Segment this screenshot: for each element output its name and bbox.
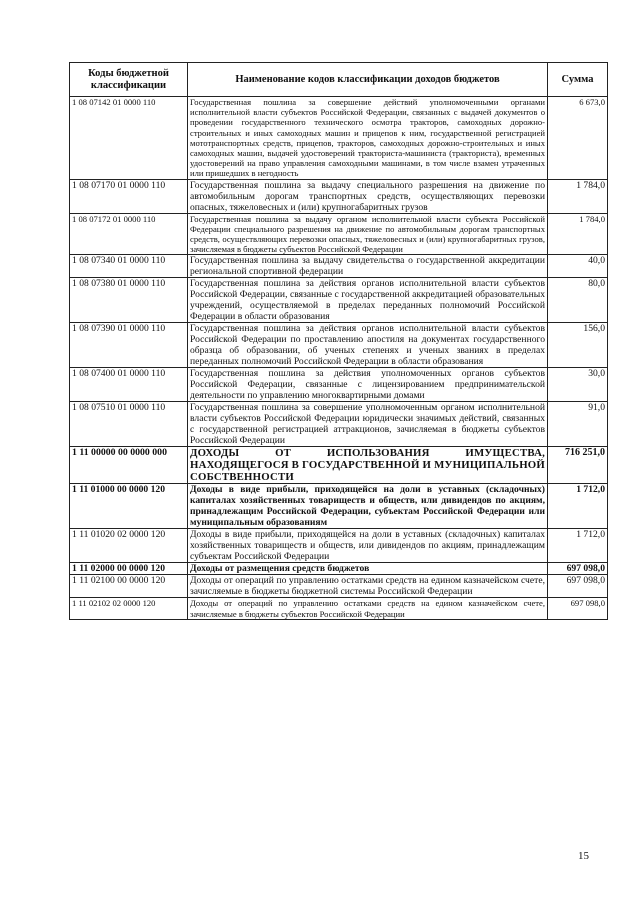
row-name: Государственная пошлина за действия уполномоченных органов субъектов Российской Федерации, связанные с лицензированием предпринимательской деятельности по управлению многоквартирными домами [188, 368, 548, 402]
table-header-row [70, 63, 608, 97]
table-row [70, 575, 608, 598]
row-code: 1 08 07340 01 0000 110 [70, 255, 188, 278]
row-name: ДОХОДЫ ОТ ИСПОЛЬЗОВАНИЯ ИМУЩЕСТВА, НАХОДЯЩЕГОСЯ В ГОСУДАРСТВЕННОЙ И МУНИЦИПАЛЬНОЙ СОБСТВЕННОСТИ [188, 447, 548, 484]
row-name: Государственная пошлина за совершение уполномоченным органом исполнительной власти субъектов Российской Федерации юридически значимых действий, связанных с государственной регистрацией аттракционов, зачисляемая в бюджеты субъектов Российской Федерации [188, 402, 548, 447]
row-code: 1 11 01020 02 0000 120 [70, 529, 188, 563]
row-name: Государственная пошлина за выдачу специального разрешения на движение по автомобильным дорогам транспортных средств, осуществляющих перевозки опасных, тяжеловесных и (или) крупногабаритных грузов [188, 179, 548, 213]
row-code: 1 11 02100 00 0000 120 [70, 575, 188, 598]
row-sum: 1 784,0 [548, 179, 608, 213]
row-sum: 697 098,0 [548, 575, 608, 598]
table-row-subtotal [70, 563, 608, 575]
row-code: 1 08 07172 01 0000 110 [70, 213, 188, 255]
row-name: Государственная пошлина за действия органов исполнительной власти субъектов Российской Федерации по проставлению апостиля на документах государственного образца об образовании, об ученых степенях и ученых званиях в пределах переданных полномочий Российской Федерации в области образования [188, 323, 548, 368]
row-name: Доходы от операций по управлению остатками средств на едином казначейском счете, зачисляемые в бюджеты субъектов Российской Федерации [188, 598, 548, 619]
header-sum: Сумма [548, 63, 608, 97]
table-row [70, 323, 608, 368]
row-sum: 1 712,0 [548, 484, 608, 529]
row-sum: 40,0 [548, 255, 608, 278]
table-row [70, 278, 608, 323]
row-sum: 1 784,0 [548, 213, 608, 255]
row-code: 1 11 02000 00 0000 120 [70, 563, 188, 575]
row-name: Доходы от размещения средств бюджетов [188, 563, 548, 575]
row-name: Государственная пошлина за действия органов исполнительной власти субъектов Российской Федерации, связанные с государственной аккредитацией образовательных учреждений, осуществляемой в пределах переданных полномочий Российской Федерации в области образования [188, 278, 548, 323]
row-code: 1 08 07390 01 0000 110 [70, 323, 188, 368]
budget-table [69, 62, 608, 620]
row-code: 1 08 07142 01 0000 110 [70, 97, 188, 180]
table-row [70, 368, 608, 402]
row-sum: 1 712,0 [548, 529, 608, 563]
row-name: Государственная пошлина за совершение действий уполномоченными органами исполнительной власти субъектов Российской Федерации, связанных с выдачей документов о проведении государственного технического осмотра тракторов, самоходных дорожно-строительных и иных самоходных машин и прицепов к ним, государственной регистрацией мототранспортных средств, прицепов, тракторов, самоходных дорожно-строительных и иных самоходных машин, выдачей удостоверений тракториста-машиниста (тракториста), временных удостоверений на право управления самоходными машинами, в том числе взамен утраченных или пришедших в негодность [188, 97, 548, 180]
table-row [70, 529, 608, 563]
row-code: 1 11 02102 02 0000 120 [70, 598, 188, 619]
row-sum: 697 098,0 [548, 563, 608, 575]
row-name: Доходы в виде прибыли, приходящейся на доли в уставных (складочных) капиталах хозяйственных товариществ и обществ, или дивидендов по акциям, принадлежащим субъектам Российской Федерации [188, 529, 548, 563]
table-row [70, 213, 608, 255]
row-sum: 697 098,0 [548, 598, 608, 619]
row-sum: 6 673,0 [548, 97, 608, 180]
row-sum: 91,0 [548, 402, 608, 447]
row-name: Государственная пошлина за выдачу свидетельства о государственной аккредитации региональной спортивной федерации [188, 255, 548, 278]
row-code: 1 11 00000 00 0000 000 [70, 447, 188, 484]
table-row [70, 255, 608, 278]
row-sum: 80,0 [548, 278, 608, 323]
table-row [70, 598, 608, 619]
row-name: Государственная пошлина за выдачу органом исполнительной власти субъекта Российской Федерации специального разрешения на движение по автомобильным дорогам транспортных средств, осуществляющих перевозки опасных, тяжеловесных и (или) крупногабаритных грузов, зачисляемая в бюджеты субъектов Российской Федерации [188, 213, 548, 255]
row-sum: 30,0 [548, 368, 608, 402]
row-sum: 156,0 [548, 323, 608, 368]
row-code: 1 08 07380 01 0000 110 [70, 278, 188, 323]
table-row [70, 179, 608, 213]
table-row-subtotal [70, 484, 608, 529]
row-sum: 716 251,0 [548, 447, 608, 484]
table-row [70, 97, 608, 180]
table-row-section-total [70, 447, 608, 484]
page-number: 15 [578, 850, 589, 862]
table-row [70, 402, 608, 447]
row-code: 1 08 07510 01 0000 110 [70, 402, 188, 447]
row-code: 1 08 07170 01 0000 110 [70, 179, 188, 213]
row-code: 1 08 07400 01 0000 110 [70, 368, 188, 402]
header-codes: Коды бюджетной классификации [70, 63, 188, 97]
row-name: Доходы в виде прибыли, приходящейся на доли в уставных (складочных) капиталах хозяйственных товариществ и обществ, или дивидендов по акциям, принадлежащим Российской Федерации, субъектам Российской Федерации или муниципальным образованиям [188, 484, 548, 529]
header-name: Наименование кодов классификации доходов бюджетов [188, 63, 548, 97]
row-name: Доходы от операций по управлению остатками средств на едином казначейском счете, зачисляемые в бюджеты бюджетной системы Российской Федерации [188, 575, 548, 598]
row-code: 1 11 01000 00 0000 120 [70, 484, 188, 529]
